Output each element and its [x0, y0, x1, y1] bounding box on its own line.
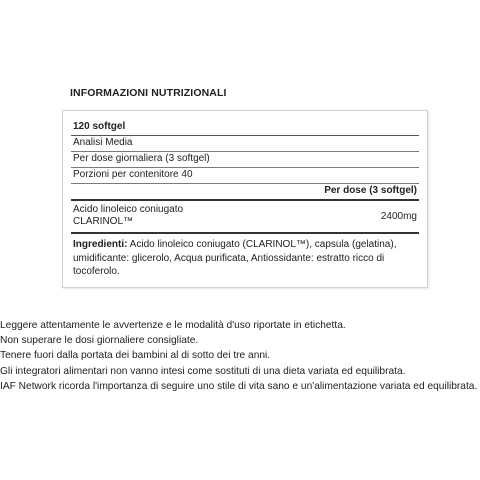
nutrition-title: INFORMAZIONI NUTRIZIONALI [70, 87, 227, 99]
column-header-row [71, 184, 419, 201]
warnings-list [0, 318, 480, 394]
pack-size-row [71, 120, 419, 136]
nutrient-name-line1: Acido linoleico coniugato [73, 204, 184, 215]
warning-line: Leggere attentamente le avvertenze e le modalità d'uso riportate in etichetta. [0, 320, 346, 331]
analysis-label: Analisi Media [73, 137, 133, 148]
nutrient-name-line2: CLARINOL™ [73, 216, 134, 227]
servings-row [71, 168, 419, 184]
ingredients-block [73, 238, 417, 279]
nutrient-name [73, 204, 253, 228]
analysis-row [71, 136, 419, 152]
warning-line: Tenere fuori dalla portata dei bambini al di sotto dei tre anni. [0, 350, 271, 362]
warning-line: IAF Network ricorda l'importanza di seguire uno stile di vita sano e un'alimentazione variata ed equilibrata. [0, 380, 478, 392]
nutrient-row [71, 202, 419, 234]
nutrient-value: 2400mg [380, 211, 417, 222]
daily-dose-row [71, 152, 419, 168]
warning-line: Non superare le dosi giornaliere consigliate. [0, 335, 199, 347]
warning-line: Gli integratori alimentari non vanno intesi come sostituti di una dieta variata ed equilibrata. [0, 365, 406, 377]
nutrition-facts-panel [62, 110, 428, 288]
pack-size: 120 softgel [73, 121, 126, 132]
daily-dose-label: Per dose giornaliera (3 softgel) [73, 153, 210, 164]
servings-label: Porzioni per contenitore 40 [73, 169, 193, 180]
column-header: Per dose (3 softgel) [324, 185, 417, 196]
ingredients-label: Ingredienti: [73, 239, 128, 250]
ingredients-text: Acido linoleico coniugato (CLARINOL™), capsula (gelatina), umidificante: glicerolo, Acqua purificata, Antiossidante: estratto ricco di tocoferolo. [73, 239, 397, 277]
